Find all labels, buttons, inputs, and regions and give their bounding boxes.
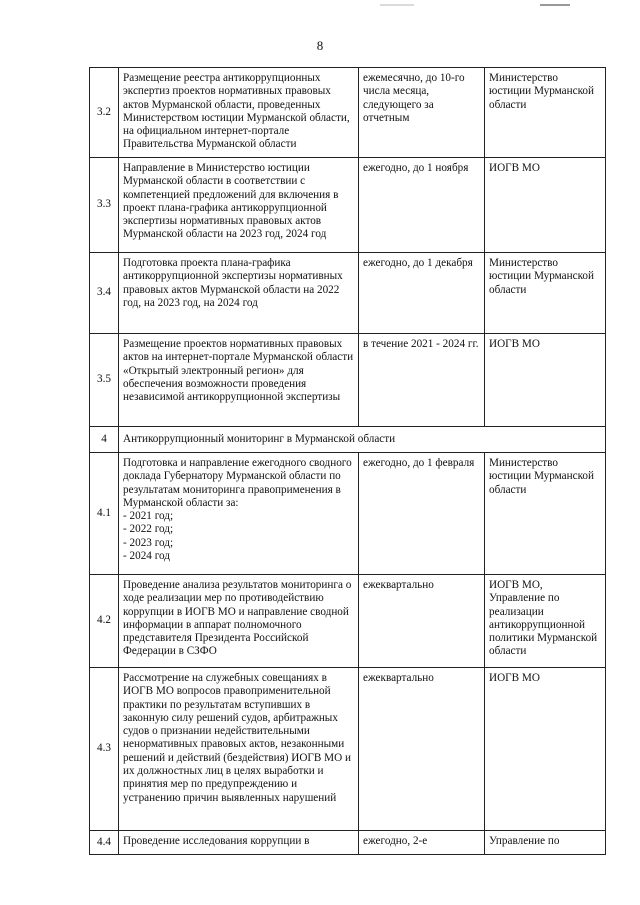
row-number: 4.1	[90, 453, 119, 575]
executor-cell: ИОГВ МО	[485, 668, 606, 831]
executor-cell: ИОГВ МО	[485, 158, 606, 253]
term-cell: ежегодно, до 1 февраля	[359, 453, 485, 575]
activity-cell: Размещение проектов нормативных правовых актов на интернет-портале Мурманской области «Открытый электронный регион» для обеспечения возможности проведения независимой антикоррупционной экспертизы	[119, 334, 359, 427]
table-row	[90, 668, 606, 831]
term-cell: ежеквартально	[359, 575, 485, 668]
section-row	[90, 427, 606, 453]
term-cell: ежемесячно, до 10-го числа месяца, следующего за отчетным	[359, 68, 485, 158]
table-row	[90, 831, 606, 855]
term-cell: ежегодно, до 1 ноября	[359, 158, 485, 253]
section-number: 4	[90, 427, 119, 453]
activity-cell: Направление в Министерство юстиции Мурманской области в соответствии с компетенцией предложений для включения в проект плана-графика антикоррупционной экспертизы нормативных правовых актов Мурманской области на 2023 год, 2024 год	[119, 158, 359, 253]
year-item: - 2023 год;	[123, 536, 174, 549]
row-number: 4.4	[90, 831, 119, 855]
year-item: - 2024 год	[123, 550, 170, 563]
term-cell: ежеквартально	[359, 668, 485, 831]
row-number: 3.5	[90, 334, 119, 427]
row-number: 4.3	[90, 668, 119, 831]
table-row	[90, 68, 606, 158]
activity-cell: Подготовка проекта плана-графика антикоррупционной экспертизы нормативных правовых актов Мурманской области на 2022 год, на 2023 год, на 2024 год	[119, 253, 359, 334]
scan-mark-right	[540, 4, 570, 6]
executor-cell: Министерство юстиции Мурманской области	[485, 253, 606, 334]
activity-cell: Проведение исследования коррупции в	[119, 831, 359, 855]
term-cell: в течение 2021 - 2024 гг.	[359, 334, 485, 427]
executor-cell: Министерство юстиции Мурманской области	[485, 453, 606, 575]
activity-plan-table	[89, 67, 606, 855]
table-row	[90, 453, 606, 575]
row-number: 3.3	[90, 158, 119, 253]
row-number: 3.2	[90, 68, 119, 158]
year-item: - 2022 год;	[123, 523, 174, 536]
year-item: - 2021 год;	[123, 510, 174, 523]
activity-cell: Рассмотрение на служебных совещаниях в ИОГВ МО вопросов правоприменительной практики по результатам вступивших в законную силу решений судов, арбитражных судов о признании недействительными ненормативных правовых актов, незаконными решений и действий (бездействия) ИОГВ МО и их должностных лиц в целях выработки и принятия мер по предупреждению и устранению причин выявленных нарушений	[119, 668, 359, 831]
executor-cell: Управление по	[485, 831, 606, 855]
table-row	[90, 158, 606, 253]
executor-cell: Министерство юстиции Мурманской области	[485, 68, 606, 158]
term-cell: ежегодно, 2-е	[359, 831, 485, 855]
activity-text: Подготовка и направление ежегодного сводного доклада Губернатору Мурманской области по результатам мониторинга правоприменения в Мурманской области за:	[123, 457, 352, 509]
executor-cell: ИОГВ МО	[485, 334, 606, 427]
section-title: Антикоррупционный мониторинг в Мурманской области	[119, 427, 606, 453]
term-cell: ежегодно, до 1 декабря	[359, 253, 485, 334]
activity-cell	[119, 453, 359, 575]
table-row	[90, 253, 606, 334]
activity-cell: Размещение реестра антикоррупционных экспертиз проектов нормативных правовых актов Мурманской области, проведенных Министерством юстиции Мурманской области, на официальном интернет-портале Правительства Мурманской области	[119, 68, 359, 158]
table-row	[90, 575, 606, 668]
activity-cell: Проведение анализа результатов мониторинга о ходе реализации мер по противодействию коррупции в ИОГВ МО и направление сводной информации в аппарат полномочного представителя Президента Российской Федерации в СЗФО	[119, 575, 359, 668]
page-number: 8	[316, 38, 324, 53]
executor-cell: ИОГВ МО, Управление по реализации антикоррупционной политики Мурманской области	[485, 575, 606, 668]
table-row	[90, 334, 606, 427]
row-number: 3.4	[90, 253, 119, 334]
row-number: 4.2	[90, 575, 119, 668]
scan-mark-left	[380, 4, 414, 6]
